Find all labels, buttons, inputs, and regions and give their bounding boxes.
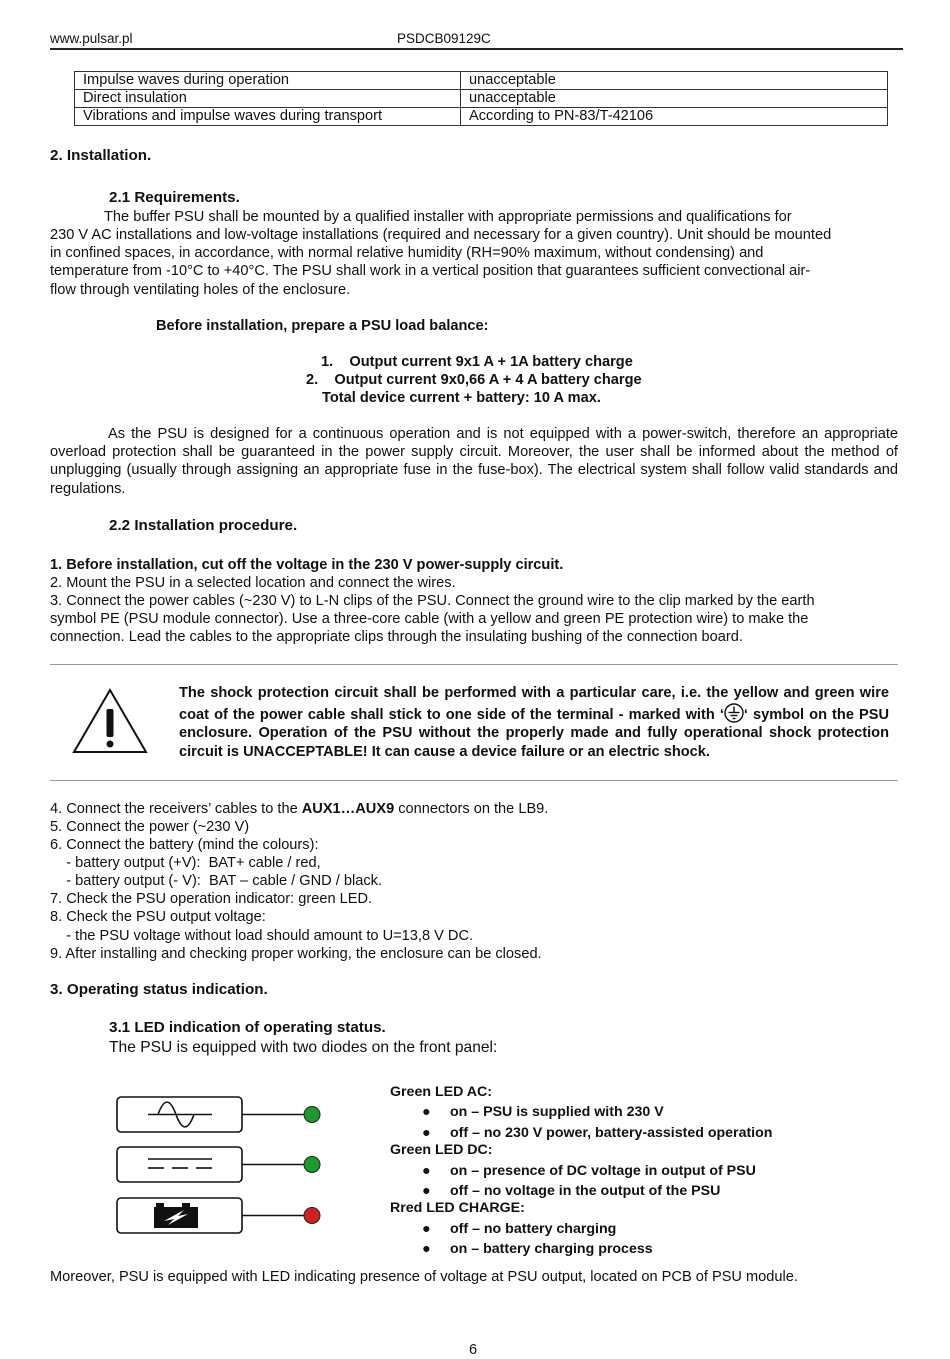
table-cell: According to PN-83/T-42106 [461,108,888,126]
led-charge-title: Rred LED CHARGE: [390,1200,525,1217]
install-step: 5. Connect the power (~230 V) [50,819,250,835]
section-2-title: 2. Installation. [50,147,152,164]
list-item: ● off – no 230 V power, battery-assisted operation [422,1124,773,1141]
led-ac-indicator [304,1107,320,1123]
install-substep: - battery output (- V): BAT – cable / GND / black. [50,873,382,889]
install-step: 1. Before installation, cut off the voltage in the 230 V power-supply circuit. [50,557,564,573]
install-step: 3. Connect the power cables (~230 V) to L-N clips of the PSU. Connect the ground wire to the clip marked by the earth [50,593,815,609]
ground-symbol-icon [724,703,744,723]
install-step: 9. After installing and checking proper working, the enclosure can be closed. [50,946,542,962]
requirements-line: The buffer PSU shall be mounted by a qualified installer with appropriate permissions and qualifications for [104,209,792,225]
warning-text-pre: The shock protection circuit shall be performed with a particular care, i.e. the yellow and green wire coat of the power cable shall stick to one side of the terminal - marked with ‘ [179,685,889,723]
install-substep: - the PSU voltage without load should amount to U=13,8 V DC. [50,928,474,944]
warning-triangle-icon [71,687,149,755]
led-dc-title: Green LED DC: [390,1142,493,1159]
list-item: ● off – no battery charging [422,1220,617,1237]
load-balance-item: 1. Output current 9x1 A + 1A battery charge [321,354,633,370]
header-code: PSDCB09129C [397,31,491,46]
load-balance-title: Before installation, prepare a PSU load balance: [156,318,489,334]
dc-led-row [117,1147,320,1182]
load-balance-item: 2. Output current 9x0,66 A + 4 A battery charge [306,372,642,388]
page-number: 6 [469,1342,478,1358]
table-cell: Direct insulation [75,90,461,108]
install-step [50,800,548,818]
warning-text-post: ‘ symbol on the PSU enclosure. Operation of the PSU without the properly made and fully operational shock protection circuit is UNACCEPTABLE! It can cause a device failure or an electric shock. [179,706,890,760]
led-charge-indicator [304,1208,320,1224]
list-item: ● on – battery charging process [422,1241,653,1258]
led-dc-indicator [304,1157,320,1173]
requirements-line: flow through ventilating holes of the enclosure. [50,282,351,298]
ac-led-row [117,1097,320,1132]
led-ac-title: Green LED AC: [390,1084,492,1100]
warning-text [179,684,889,761]
requirements-line: in confined spaces, in accordance, with normal relative humidity (RH=90% maximum, without condensing) and [50,245,764,261]
list-item: ● on – PSU is supplied with 230 V [422,1104,664,1121]
section-3-1-title: 3.1 LED indication of operating status. [109,1019,386,1036]
table-cell: unacceptable [461,90,888,108]
table-cell: unacceptable [461,72,888,90]
step4-connectors: AUX1…AUX9 [301,801,395,817]
overload-paragraph: As the PSU is designed for a continuous operation and is not equipped with a power-switch, therefore an appropriate overload protection shall be guaranteed in the power supply circuit. Moreover, the user shall be informed about the method of unplugging (usually through assigning an appropriate fuse in the fuse-box). The electrical system shall follow valid standards and regulations. [50,426,898,497]
section-3-title: 3. Operating status indication. [50,981,268,998]
step4-pre: 4. Connect the receivers’ cables to the [50,801,302,817]
table-row [75,90,888,108]
requirements-line: 230 V AC installations and low-voltage installations (required and necessary for a given country). Unit should be mounted [50,227,832,243]
led-panel-diagram [112,1092,332,1238]
install-step: connection. Lead the cables to the appropriate clips through the insulating bushing of the connection board. [50,629,743,645]
section-2-2-title: 2.2 Installation procedure. [109,517,298,534]
requirements-line: temperature from -10°C to +40°C. The PSU shall work in a vertical position that guarantees sufficient convectional air- [50,263,811,279]
load-balance-total: Total device current + battery: 10 A max. [322,390,601,406]
warning-bottom-rule [50,780,898,781]
install-step: 8. Check the PSU output voltage: [50,909,266,925]
led-intro: The PSU is equipped with two diodes on the front panel: [109,1039,498,1056]
table-cell: Impulse waves during operation [75,72,461,90]
install-step: 7. Check the PSU operation indicator: green LED. [50,891,373,907]
led-footer-note: Moreover, PSU is equipped with LED indicating presence of voltage at PSU output, located on PCB of PSU module. [50,1269,798,1285]
table-row [75,108,888,126]
table-row [75,72,888,90]
install-step: symbol PE (PSU module connector). Use a three-core cable (with a yellow and green PE protection wire) to make the [50,611,809,627]
spec-table [74,71,888,126]
charge-led-row [117,1198,320,1233]
install-substep: - battery output (+V): BAT+ cable / red, [50,855,321,871]
list-item: ● off – no voltage in the output of the PSU [422,1183,721,1200]
list-item: ● on – presence of DC voltage in output of PSU [422,1162,756,1179]
step4-post: connectors on the LB9. [394,801,549,817]
led-descriptions [390,1082,772,1260]
header-site: www.pulsar.pl [50,31,133,46]
install-step: 6. Connect the battery (mind the colours): [50,837,319,853]
warning-top-rule [50,664,898,665]
section-2-1-title: 2.1 Requirements. [109,189,240,206]
install-step: 2. Mount the PSU in a selected location and connect the wires. [50,575,456,591]
table-cell: Vibrations and impulse waves during transport [75,108,461,126]
header-rule [50,48,903,50]
